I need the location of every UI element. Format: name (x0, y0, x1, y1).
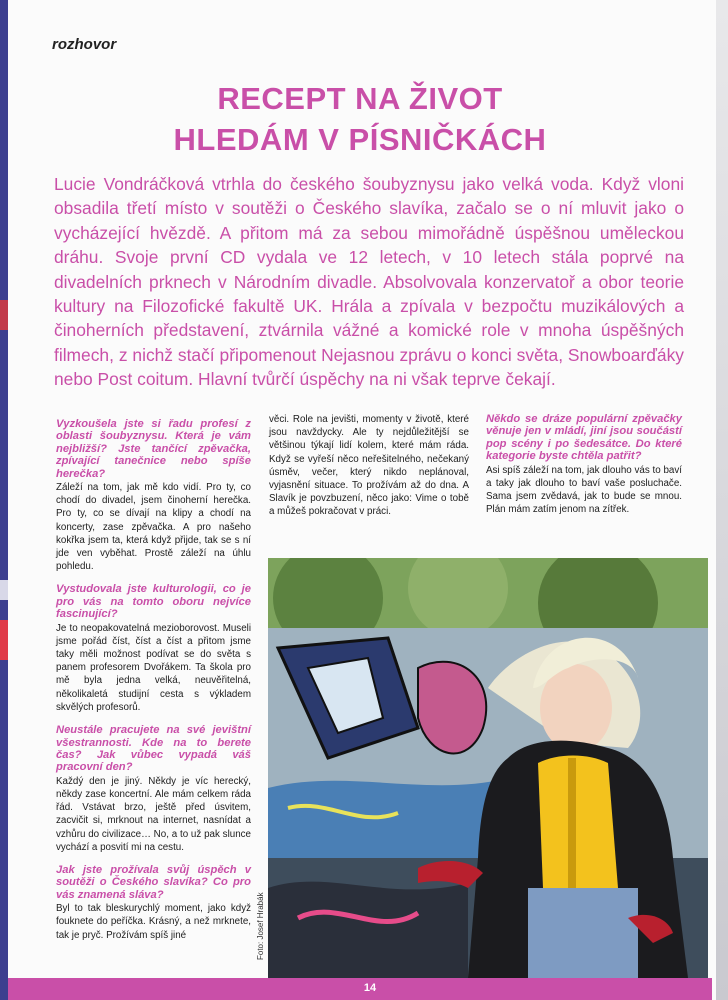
qa-block (56, 864, 251, 942)
lead-paragraph: Lucie Vondráčková vtrhla do českého šoubyznysu jako velká voda. Když vloni obsadila třetí místo v soutěži o Českého slavíka, začalo se o ní mluvit jako o vycházející hvězdě. A přitom má za sebou mimořádně úspěšnou uměleckou dráhu. Svoje první CD vydala ve 12 letech, v 10 letech stála poprvé na divadelních prknech v Národním divadle. Absolvovala konzervatoř a obor teorie kultury na Filozofické fakultě UK. Hrála a zpívala v bezpočtu muzikálových a činoherních představení, ztvárnila vážné a komické role v mnoha úspěšných filmech, z nichž stačí připomenout Nejasnou zprávu o konci světa, Snowboarďáky nebo Post coitum. Hlavní tvůrčí úspěchy na ni však teprve čekají. (54, 174, 684, 390)
page-number: 14 (363, 982, 377, 994)
question: Někdo se dráze populární zpěvačky věnuje jen v mládí, jiní jsou součástí pop scény i po šedesátce. Do které kategorie byste chtěla patřit? (486, 413, 682, 463)
qa-block (56, 724, 251, 854)
page-edge (716, 0, 728, 1000)
question: Vyzkoušela jste si řadu profesí z oblasti šoubyznysu. Která je vám nejbližší? Jste tančící zpěvačka, zpívající tanečnice nebo spíše herečka? (56, 418, 251, 480)
answer: Záleží na tom, jak mě kdo vidí. Pro ty, co chodí do divadel, jsem činoherní herečka. Pro ty, co se dívají na klipy a chodí na koncerty, zase zpěvačka. A pro našeho kokřka jsem ta, která když přijde, tak se s ní jde ven vyběhat. Prostě záleží na úhlu pohledu. (56, 482, 251, 573)
answer: Asi spíš záleží na tom, jak dlouho vás to baví a taky jak dlouho to baví vaše posluchače. Sama jsem zvědavá, jak to bude se mnou. Plán mám zatím jenom na zítřek. (486, 464, 682, 516)
binding-edge (0, 0, 8, 1000)
question: Vystudovala jste kulturologii, co je pro vás na tomto oboru nejvíce fascinující? (56, 583, 251, 621)
article-title (60, 78, 660, 160)
qa-block (56, 418, 251, 573)
column-left (56, 418, 251, 952)
column-right (486, 413, 682, 526)
photo-credit: Foto: Josef Hrabák (256, 892, 265, 960)
answer: Byl to tak bleskurychlý moment, jako když fouknete do peříčka. Krásný, a než mrknete, tak je pryč. Prožívám spíš jiné (56, 903, 251, 941)
answer: Každý den je jiný. Někdy je víc herecký, někdy zase koncertní. Ale mám celkem ráda řád. Vstávat brzo, ještě před úsvitem, zacvičit si, mrknout na internet, nasnídat a vzhůru do civilizace… No, a to už pak slunce vychází a posvití mi na cestu. (56, 775, 251, 853)
title-line-1: RECEPT NA ŽIVOT (217, 81, 503, 116)
title-line-2: HLEDÁM V PÍSNIČKÁCH (173, 122, 547, 157)
answer-continued: věci. Role na jevišti, momenty v životě, které jsou navždycky. Ale ty nejdůležitější se většinou týkají lidí kolem, které mám ráda. Když se vyřeší něco neřešitelného, nečekaný úsměv, večer, který nikdo neplánoval, vyjasnění situace. To prožívám až do dna. A Slavík je povzbuzení, něco jako: Vime o tobě a můžeš pokračovat v práci. (269, 414, 469, 518)
question: Neustále pracujete na své jevištní všestrannosti. Kde na to berete čas? Jak vůbec vypadá váš pracovní den? (56, 724, 251, 774)
qa-block (56, 583, 251, 714)
photo-illustration (268, 558, 708, 978)
portrait-photo (268, 558, 708, 978)
answer: Je to neopakovatelná mezioborovost. Museli jsme pořád číst, číst a číst a přitom jsme taky měli možnost podívat se do světa s panem profesorem Dvořákem. Ta škola pro mě byla jedna velká, neuvěřitelná, několikaletá studijní cesta s výkladem skvělých profesorů. (56, 622, 251, 713)
column-middle (269, 413, 469, 529)
question: Jak jste prožívala svůj úspěch v soutěži o Českého slavíka? Co pro vás znamená sláva? (56, 863, 251, 901)
section-label: rozhovor (52, 36, 117, 53)
